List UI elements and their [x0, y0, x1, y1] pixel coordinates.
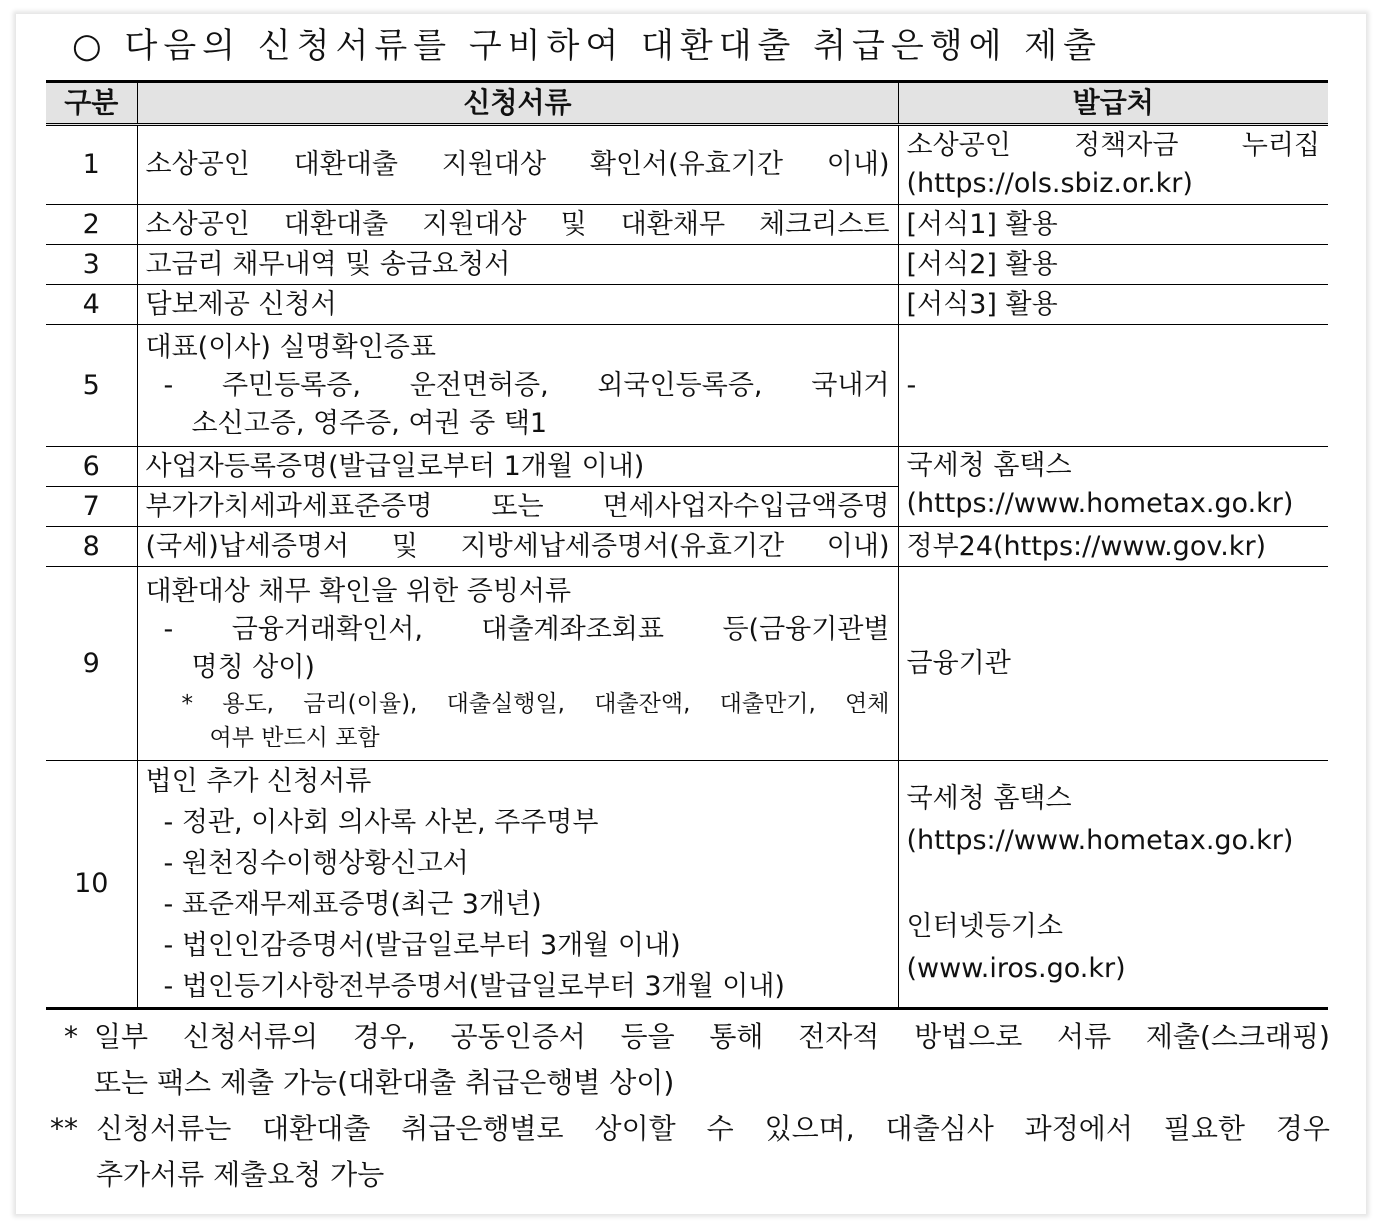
row-issuer: 정부24(https://www.gov.kr) [898, 527, 1328, 567]
footnote-line: 신청서류는 대환대출 취급은행별로 상이할 수 있으며, 대출심사 과정에서 필요한 경우 [96, 1112, 1330, 1145]
table-row [46, 205, 1328, 245]
row-document: 고금리 채무내역 및 송금요청서 [137, 245, 898, 285]
document-subitem: - 주민등록증, 운전면허증, 외국인등록증, 국내거 [163, 369, 890, 401]
document-table [46, 80, 1328, 1010]
document-line: 소상공인 대환대출 지원대상 확인서(유효기간 이내) [145, 149, 890, 180]
document-subitem-cont: 명칭 상이) [191, 651, 315, 683]
footnote [48, 1014, 1330, 1106]
row-number: 1 [46, 125, 137, 205]
header-category: 구분 [46, 82, 137, 125]
issuer-line: (https://www.hometax.go.kr) [906, 488, 1294, 519]
row-number: 5 [46, 325, 137, 447]
document-subitem: - 정관, 이사회 의사록 사본, 주주명부 [163, 807, 599, 838]
document-line: 법인 추가 신청서류 [145, 766, 372, 797]
row-issuer [898, 125, 1328, 205]
table-row [46, 761, 1328, 1009]
table-row [46, 245, 1328, 285]
row-document [137, 487, 898, 527]
document-footnote-cont: 여부 반드시 포함 [209, 724, 380, 751]
row-document [137, 527, 898, 567]
table-row [46, 567, 1328, 761]
row-number: 6 [46, 447, 137, 487]
footnote [48, 1106, 1330, 1198]
row-number: 8 [46, 527, 137, 567]
table-row [46, 285, 1328, 325]
row-issuer: [서식2] 활용 [898, 245, 1328, 285]
row-issuer: [서식3] 활용 [898, 285, 1328, 325]
footnote-line: 또는 팩스 제출 가능(대환대출 취급은행별 상이) [94, 1066, 675, 1099]
row-document [137, 567, 898, 761]
document-subitem: - 표준재무제표증명(최근 3개년) [163, 889, 542, 920]
document-subitem: - 법인인감증명서(발급일로부터 3개월 이내) [163, 930, 681, 961]
issuer-line: (https://ols.sbiz.or.kr) [906, 168, 1193, 199]
document-footnote: * 용도, 금리(이율), 대출실행일, 대출잔액, 대출만기, 연체 [181, 690, 890, 717]
row-number: 9 [46, 567, 137, 761]
table-row [46, 527, 1328, 567]
issuer-line: (https://www.hometax.go.kr) [906, 825, 1294, 856]
footnote-mark: ** [50, 1112, 78, 1145]
document-line: 소상공인 대환대출 지원대상 및 대환채무 체크리스트 [145, 208, 890, 240]
table-header-row [46, 82, 1328, 125]
footnote-line: 일부 신청서류의 경우, 공동인증서 등을 통해 전자적 방법으로 서류 제출(스크래핑) [94, 1020, 1330, 1053]
footnote-line: 추가서류 제출요청 가능 [96, 1158, 385, 1191]
row-issuer [898, 447, 1328, 527]
row-document: 담보제공 신청서 [137, 285, 898, 325]
issuer-line: 소상공인 정책자금 누리집 [906, 130, 1320, 161]
footnote-text [96, 1106, 1330, 1198]
table-row [46, 125, 1328, 205]
issuer-line: 국세청 홈택스 [906, 783, 1072, 814]
issuer-line: (www.iros.go.kr) [906, 953, 1126, 984]
table-row [46, 447, 1328, 487]
row-issuer: - [898, 325, 1328, 447]
table-row [46, 325, 1328, 447]
row-issuer: 금융기관 [898, 567, 1328, 761]
document-subitem-cont: 소신고증, 영주증, 여권 중 택1 [191, 407, 548, 439]
footnotes [48, 1014, 1330, 1198]
footnote-mark: * [64, 1020, 78, 1053]
document-line: 대환대상 채무 확인을 위한 증빙서류 [145, 575, 572, 607]
row-issuer: [서식1] 활용 [898, 205, 1328, 245]
document-subitem: - 법인등기사항전부증명서(발급일로부터 3개월 이내) [163, 971, 785, 1002]
document-line: (국세)납세증명서 및 지방세납세증명서(유효기간 이내) [145, 530, 890, 562]
header-documents: 신청서류 [137, 82, 898, 125]
row-document [137, 205, 898, 245]
row-number: 10 [46, 761, 137, 1009]
row-number: 4 [46, 285, 137, 325]
document-line: 부가가치세과세표준증명 또는 면세사업자수입금액증명 [145, 490, 890, 522]
row-document [137, 761, 898, 1009]
issuer-line: 인터넷등기소 [906, 911, 1063, 942]
row-number: 3 [46, 245, 137, 285]
section-heading: ○ 다음의 신청서류를 구비하여 대환대출 취급은행에 제출 [72, 26, 1102, 66]
row-document [137, 325, 898, 447]
issuer-line: 국세청 홈택스 [906, 450, 1072, 481]
document-line: 대표(이사) 실명확인증표 [145, 331, 436, 363]
row-issuer [898, 761, 1328, 1009]
row-document [137, 125, 898, 205]
document-subitem: - 금융거래확인서, 대출계좌조회표 등(금융기관별 [163, 613, 890, 645]
header-issuer: 발급처 [898, 82, 1328, 125]
document-subitem: - 원천징수이행상황신고서 [163, 848, 469, 879]
footnote-text [94, 1014, 1330, 1106]
row-number: 2 [46, 205, 137, 245]
row-number: 7 [46, 487, 137, 527]
issuer-spacer [907, 862, 1321, 906]
row-document: 사업자등록증명(발급일로부터 1개월 이내) [137, 447, 898, 487]
